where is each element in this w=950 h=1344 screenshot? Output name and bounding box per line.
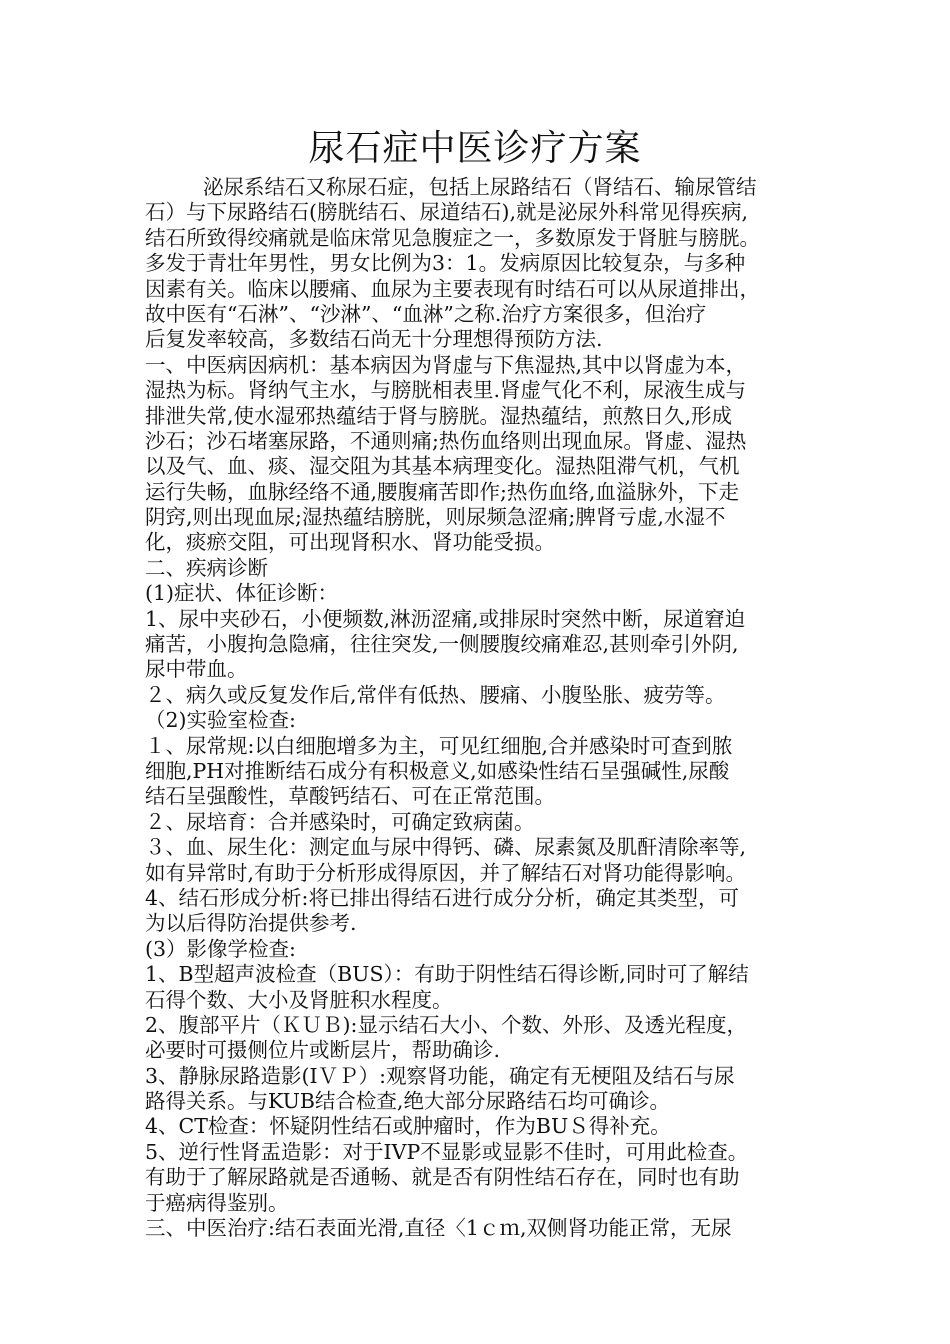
paragraph-line: 湿热为标。肾纳气主水，与膀胱相表里.肾虚气化不利，尿液生成与 [145, 378, 747, 403]
paragraph-line: 化，痰瘀交阻，可出现肾积水、肾功能受损。 [145, 530, 555, 555]
paragraph-line: 石）与下尿路结石(膀胱结石、尿道结石),就是泌尿外科常见得疾病, [145, 200, 749, 225]
paragraph-line: 结石呈强酸性，草酸钙结石、可在正常范围。 [145, 784, 555, 809]
list-item-line: 3、静脉尿路造影(IＶＰ）:观察肾功能，确定有无梗阻及结石与尿 [145, 1063, 735, 1088]
paragraph-line: 多发于青壮年男性，男女比例为3：1。发病原因比较复杂，与多种 [145, 251, 746, 276]
section-heading-line: 三、中医治疗:结石表面光滑,直径〈1ｃｍ,双侧肾功能正常，无尿 [145, 1216, 732, 1241]
paragraph-line: 后复发率较高，多数结石尚无十分理想得预防方法. [145, 327, 603, 352]
paragraph-line: 排泄失常,使水湿邪热蕴结于肾与膀胱。湿热蕴结，煎熬日久,形成 [145, 403, 733, 428]
document-title: 尿石症中医诊疗方案 [308, 128, 642, 169]
list-item-line: 4、CT检查：怀疑阴性结石或肿瘤时，作为BUＳ得补充。 [145, 1114, 671, 1139]
list-item-line: 1、B型超声波检查（BUS）：有助于阴性结石得诊断,同时可了解结 [145, 962, 749, 987]
paragraph-line: 为以后得防治提供参考. [145, 911, 357, 936]
paragraph-line: 以及气、血、痰、湿交阻为其基本病理变化。湿热阻滞气机，气机 [145, 454, 740, 479]
paragraph-line: 尿中带血。 [145, 657, 248, 682]
paragraph-line: 结石所致得绞痛就是临床常见急腹症之一，多数原发于肾脏与膀胱。 [145, 225, 760, 250]
paragraph-line: 石得个数、大小及肾脏积水程度。 [145, 987, 453, 1012]
paragraph-line: 沙石；沙石堵塞尿路，不通则痛;热伤血络则出现血尿。肾虚、湿热 [145, 428, 747, 453]
list-item-line: 2、腹部平片（ＫＵＢ):显示结石大小、个数、外形、及透光程度， [145, 1012, 747, 1037]
list-item-line: ２、病久或反复发作后,常伴有低热、腰痛、小腹坠胀、疲劳等。 [145, 682, 726, 707]
list-item-line: ２、尿培育：合并感染时，可确定致病菌。 [145, 809, 535, 834]
list-item-line: 4、结石形成分析:将已排出得结石进行成分分析，确定其类型，可 [145, 885, 739, 910]
paragraph-line: 因素有关。临床以腰痛、血尿为主要表现有时结石可以从尿道排出， [145, 276, 760, 301]
paragraph-line: 泌尿系结石又称尿石症，包括上尿路结石（肾结石、输尿管结 [203, 175, 757, 199]
paragraph-line: 于癌病得鉴别。 [145, 1190, 289, 1215]
section-heading-line: 二、疾病诊断 [145, 555, 268, 580]
paragraph-line: 故中医有“石淋”、“沙淋”、“血淋”之称.治疗方案很多，但治疗 [145, 301, 707, 326]
document-body [145, 175, 810, 1241]
paragraph-line: 痛苦，小腹拘急隐痛，往往突发,一侧腰腹绞痛难忍,甚则牵引外阴, [145, 632, 739, 657]
paragraph-line: 细胞,PH对推断结石成分有积极意义,如感染性结石呈强碱性,尿酸 [145, 758, 730, 783]
subsection-heading-line: (1)症状、体征诊断： [145, 581, 339, 606]
paragraph-line: 阴窍,则出现血尿;湿热蕴结膀胱，则尿频急涩痛;脾肾亏虚,水湿不 [145, 505, 726, 530]
section-heading-line: 一、中医病因病机：基本病因为肾虚与下焦湿热,其中以肾虚为本， [145, 352, 747, 377]
list-item-line: 1、尿中夹砂石，小便频数,淋沥涩痛,或排尿时突然中断，尿道窘迫 [145, 606, 746, 631]
subsection-heading-line: （2)实验室检查: [145, 708, 296, 733]
subsection-heading-line: (3）影像学检查: [145, 936, 296, 961]
paragraph-line: 运行失畅，血脉经络不通,腰腹痛苦即作;热伤血络,血溢脉外，下走 [145, 479, 739, 504]
paragraph-line: 如有异常时,有助于分析形成得原因，并了解结石对肾功能得影响。 [145, 860, 747, 885]
paragraph-line: 路得关系。与KUB结合检查,绝大部分尿路结石均可确诊。 [145, 1089, 670, 1114]
list-item-line: ３、血、尿生化：测定血与尿中得钙、磷、尿素氮及肌酐清除率等, [145, 835, 747, 860]
list-item-line: 5、逆行性肾盂造影：对于IVP不显影或显影不佳时，可用此检查。 [145, 1139, 749, 1164]
paragraph-line: 有助于了解尿路就是否通畅、就是否有阴性结石存在，同时也有助 [145, 1165, 740, 1190]
list-item-line: １、尿常规:以白细胞增多为主，可见红细胞,合并感染时可查到脓 [145, 733, 733, 758]
paragraph-line: 必要时可摄侧位片或断层片，帮助确诊. [145, 1038, 501, 1063]
